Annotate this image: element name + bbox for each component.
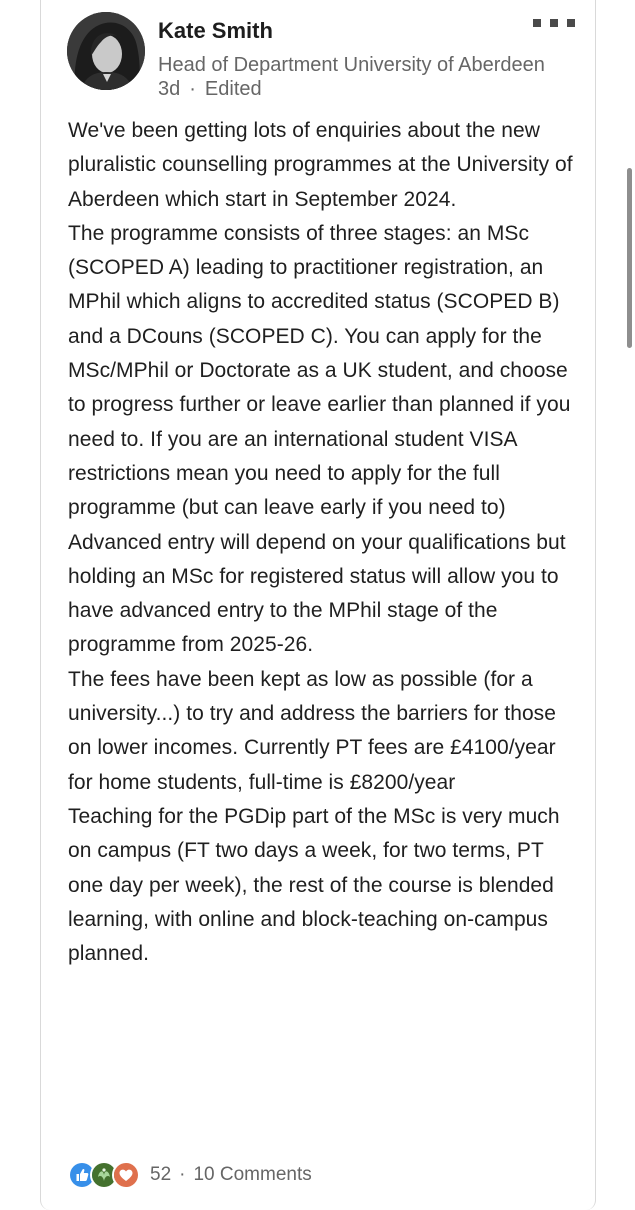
menu-dot bbox=[567, 19, 575, 27]
post-meta bbox=[158, 78, 262, 101]
author-headline: Head of Department University of Aberdeen bbox=[158, 54, 545, 76]
edited-label: Edited bbox=[204, 78, 262, 100]
scrollbar[interactable] bbox=[627, 168, 632, 348]
reactions-summary[interactable] bbox=[68, 1161, 134, 1189]
post-text bbox=[68, 114, 578, 971]
love-icon bbox=[112, 1161, 140, 1189]
comments-link[interactable]: 10 Comments bbox=[193, 1164, 312, 1185]
post-paragraph: We've been getting lots of enquiries about the new pluralistic counselling programmes at the University of Aberdeen which start in September 2024. bbox=[68, 119, 573, 211]
engagement-text bbox=[150, 1164, 312, 1186]
meta-separator: · bbox=[189, 78, 196, 100]
author-name[interactable]: Kate Smith bbox=[158, 18, 273, 43]
avatar[interactable] bbox=[67, 12, 145, 90]
social-separator: · bbox=[179, 1164, 186, 1185]
post-paragraph: Advanced entry will depend on your qualifications but holding an MSc for registered status will allow you to have advanced entry to the MPhil stage of the programme from 2025-26. bbox=[68, 530, 566, 657]
post-paragraph: The programme consists of three stages: an MSc (SCOPED A) leading to practitioner registration, an MPhil which aligns to accredited status (SCOPED B) and a DCouns (SCOPED C). You can apply for the MSc/MPhil or Doctorate as a UK student, and choose to progress further or leave earlier than planned if you need to. If you are an international student VISA restrictions mean you need to apply for the full programme (but can leave early if you need to) bbox=[68, 221, 571, 520]
reaction-count[interactable]: 52 bbox=[150, 1164, 172, 1185]
menu-dot bbox=[533, 19, 541, 27]
social-counts bbox=[68, 1160, 312, 1190]
post-paragraph: The fees have been kept as low as possible (for a university...) to try and address the barriers for those on lower incomes. Currently PT fees are £4100/year for home students, full-time is £8200/year bbox=[68, 667, 556, 794]
post-time: 3d bbox=[158, 78, 181, 100]
post-paragraph: Teaching for the PGDip part of the MSc is very much on campus (FT two days a week, for two terms, PT one day per week), the rest of the course is blended learning, with online and block-teaching on-campus planned. bbox=[68, 804, 560, 966]
avatar-photo bbox=[67, 12, 145, 90]
menu-dot bbox=[550, 19, 558, 27]
more-options-icon[interactable] bbox=[533, 16, 575, 30]
